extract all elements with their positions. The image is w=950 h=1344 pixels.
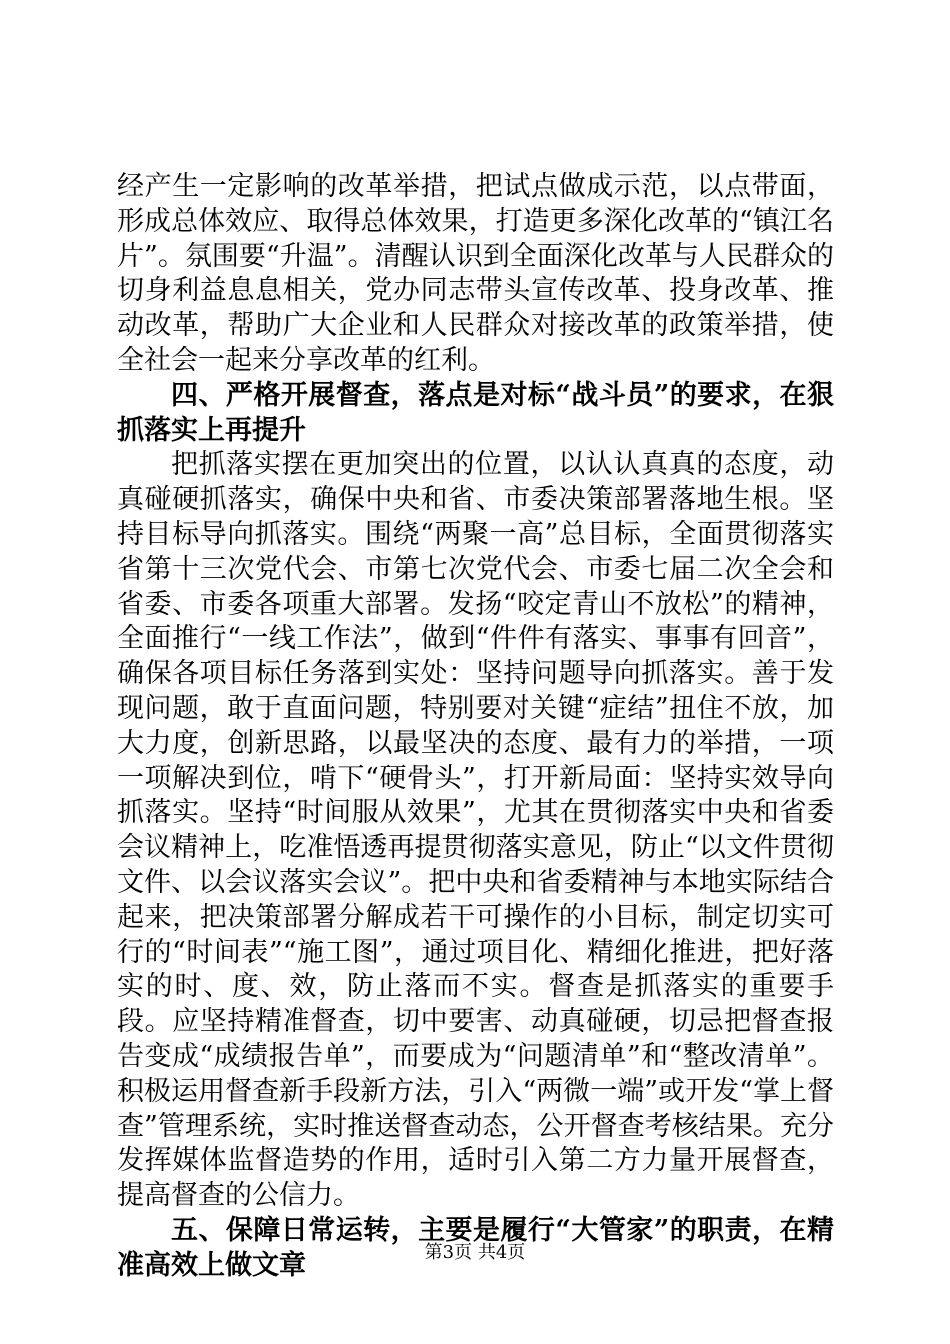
page-number-footer: 第3页 共4页: [424, 1242, 526, 1263]
section-heading-4: 四、严格开展督查，落点是对标“战斗员”的要求，在狠抓落实上再提升: [117, 379, 834, 446]
paragraph-supervision: 把抓落实摆在更加突出的位置，以认认真真的态度，动真碰硬抓落实，确保中央和省、市委决策部署落地生根。坚持目标导向抓落实。围绕“两聚一高”总目标，全面贯彻落实省第十三次党代会、市第七次党代会、市委七届二次全会和省委、市委各项重大部署。发扬“咬定青山不放松”的精神，全面推行“一线工作法”，做到“件件有落实、事事有回音”，确保各项目标任务落到实处：坚持问题导向抓落实。善于发现问题，敢于直面问题，特别要对关键“症结”扭住不放，加大力度，创新思路，以最坚决的态度、最有力的举措，一项一项解决到位，啃下“硬骨头”，打开新局面：坚持实效导向抓落实。坚持“时间服从效果”，尤其在贯彻落实中央和省委会议精神上，吃准悟透再提贯彻落实意见，防止“以文件贯彻文件、以会议落实会议”。把中央和省委精神与本地实际结合起来，把决策部署分解成若干可操作的小目标，制定切实可行的“时间表”“施工图”，通过项目化、精细化推进，把好落实的时、度、效，防止落而不实。督查是抓落实的重要手段。应坚持精准督查，切中要害、动真碰硬，切忌把督查报告变成“成绩报告单”，而要成为“问题清单”和“整改清单”。积极运用督查新手段新方法，引入“两微一端”或开发“掌上督查”管理系统，实时推送督查动态，公开督查考核结果。充分发挥媒体监督造势的作用，适时引入第二方力量开展督查，提高督查的公信力。: [117, 449, 834, 1212]
section-heading-5: 五、保障日常运转，主要是履行“大管家”的职责，在精准高效上做文章: [117, 1214, 834, 1281]
document-body: [117, 170, 834, 1284]
paragraph-reform-continuation: 经产生一定影响的改革举措，把试点做成示范，以点带面，形成总体效应、取得总体效果，打造更多深化改革的“镇江名片”。氛围要“升温”。清醒认识到全面深化改革与人民群众的切身利益息息相关，党办同志带头宣传改革、投身改革、推动改革，帮助广大企业和人民群众对接改革的政策举措，使全社会一起来分享改革的红利。: [117, 171, 834, 376]
